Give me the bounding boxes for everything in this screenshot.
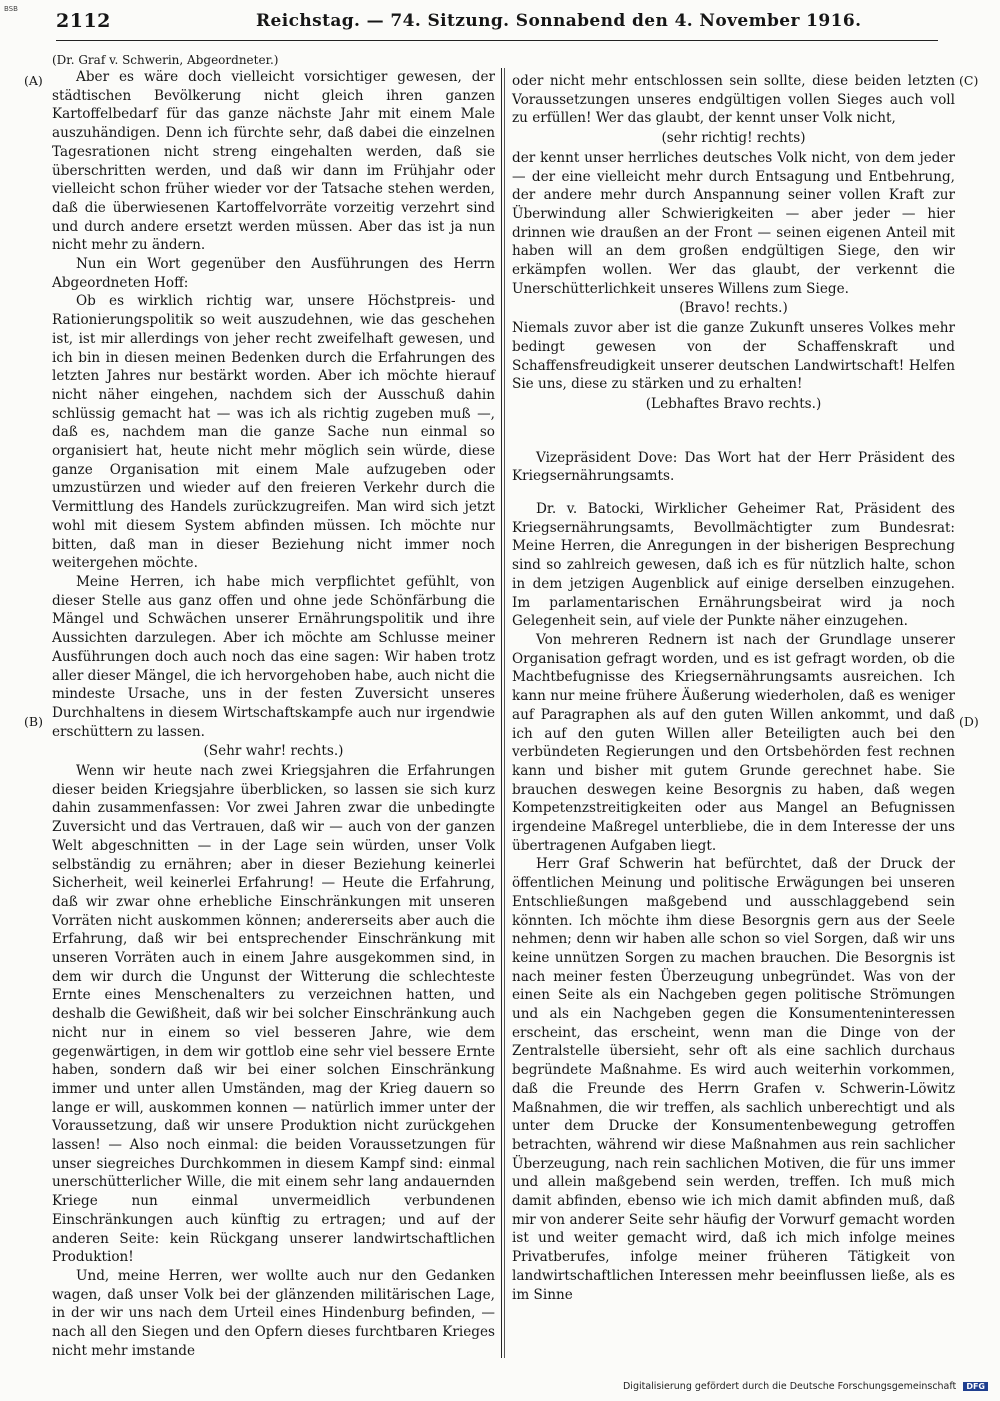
footer-text: Digitalisierung gefördert durch die Deutsche Forschungsgemeinschaft: [622, 1381, 957, 1392]
speaker-paragraph: Vizepräsident Dove: Das Wort hat der Herr Präsident des Kriegsernährungsamts.: [512, 449, 955, 485]
page-header: [56, 10, 938, 38]
footer-credit: [623, 1381, 988, 1392]
page-number: 2112: [56, 10, 111, 32]
audience-reaction: (sehr richtig! rechts): [661, 130, 806, 147]
right-column: [512, 72, 955, 1304]
column-divider: [501, 68, 502, 1358]
paragraph: Und, meine Herren, wer wollte auch nur den Gedanken wagen, daß unser Volk bei der glänzenden militärischen Lage, in der wir uns nach dem Urteil eines Hindenburg befinden, — nach all den Siegen und den Opfern dieses furchtbaren Krieges nicht mehr imstande: [52, 1268, 495, 1359]
page-title: Reichstag. — 74. Sitzung. Sonnabend den 4. November 1916.: [256, 11, 862, 31]
audience-reaction: (Sehr wahr! rechts.): [203, 743, 344, 760]
column-divider-inner: [504, 68, 505, 1358]
header-rule: [56, 40, 938, 41]
paragraph: Herr Graf Schwerin hat befürchtet, daß der Druck der öffentlichen Meinung und politische Erwägungen bei unseren Entschließungen maßgebend und ausschlaggebend sein könnten. Ich möchte ihm diese Besorgnis gern aus der Seele nehmen; denn wir haben alle schon so viel Sorgen, daß wir uns keine unnützen Sorgen zu machen brauchen. Die Besorgnis ist nach meiner festen Überzeugung unbegründet. Was von der einen Seite als ein Nachgeben gegen politische Strömungen und als ein Nachgeben gegen die Konsumenteninteressen erscheint, das erscheint, wenn man die Dinge von der Zentralstelle übersieht, sehr oft als eine sachlich durchaus begründete Maßnahme. Es wird auch weiterhin vorkommen, daß die Freunde des Herrn Grafen v. Schwerin-Löwitz Maßnahmen, die wir treffen, als sachlich unberechtigt und als unter dem Drucke der Konsumentenbewegung getroffen betrachten, während wir diese Maßnahmen aus rein sachlicher Überzeugung, nach rein sachlichen Motiven, die für uns immer und allein maßgebend sein werden, treffen. Ich muß mich damit abfinden, ebenso wie ich mich damit abfinden muß, daß mir von anderer Seite sehr häufig der Vorwurf gemacht worden ist und weiter gemacht wird, daß ich mich infolge meines Privatberufes, infolge meiner früheren Tätigkeit von landwirtschaftlichen Interessen mehr beeinflussen ließe, als es im Sinne: [512, 856, 955, 1303]
margin-mark-c: (C): [959, 73, 979, 88]
audience-reaction: (Bravo! rechts.): [679, 300, 788, 317]
paragraph: Von mehreren Rednern ist nach der Grundlage unserer Organisation gefragt worden, und es ist gefragt worden, ob die Machtbefugnisse des Kriegsernährungsamts ausreichen. Ich kann nur meine frühere Äußerung wiederholen, daß es weniger auf Paragraphen als auf den guten Willen ankommt, und daß ich auf den guten Willen aller Beteiligten auch bei den verbündeten Regierungen und den Ortsbehörden fest rechnen kann und bisher mit gutem Grunde gerechnet habe. Sie brauchen deswegen keine Besorgnis zu haben, daß wegen Kompetenzstreitigkeiten oder aus Mangel an Befugnissen irgendeine Maßregel unterbliebe, die in dem Interesse der uns übertragenen Aufgaben liegt.: [512, 631, 955, 854]
paragraph: der kennt unser herrliches deutsches Volk nicht, von dem jeder — der eine vielleicht mehr durch Entsagung und Entbehrung, der andere mehr durch Anspannung seiner vollen Kraft zur Überwindung aller Schwierigkeiten — aber jeder — hier drinnen wie draußen an der Front — seinen eigenen Anteil mit haben will an dem großen endgültigen Siege, den wir erkämpfen wollen. Wer das glaubt, der verkennt die Unerschütterlichkeit unseres Willens zum Siege.: [512, 149, 955, 297]
section-gap: [512, 415, 955, 449]
paragraph: Niemals zuvor aber ist die ganze Zukunft unseres Volkes mehr bedingt gewesen von der Schaffenskraft und Schaffensfreudigkeit unserer deutschen Landwirtschaft! Helfen Sie uns, diese zu stärken und zu erhalten!: [512, 320, 955, 393]
paragraph: Ob es wirklich richtig war, unsere Höchstpreis- und Rationierungspolitik so weit auszudehnen, wie das geschehen ist, ist mir allerdings von jeher recht zweifelhaft gewesen, und ich bin in diesen meinen Bedenken durch die Erfahrungen des letzten Jahres nur bestärkt worden. Aber ich möchte hierauf nicht näher eingehen, nachdem sich der Ausschuß dahin schlüssig gemacht hat — was ich als richtig zugeben muß —, daß es, nachdem man die ganze Sache nun einmal so organisiert hat, heute nicht mehr möglich sein würde, diese ganze Organisation mit einem Male aufzugeben oder umzustürzen und wieder auf den freieren Verkehr durch die Vermittlung des Handels zurückzugreifen. Man wird sich jetzt wohl mit diesem System abfinden müssen. Ich möchte nur bitten, daß man in dieser Beziehung nicht immer noch weitergehen möchte.: [52, 293, 495, 572]
paragraph: Meine Herren, ich habe mich verpflichtet gefühlt, von dieser Stelle aus ganz offen und ohne jede Schönfärbung die Mängel und Schwächen unserer Ernährungspolitik und ihre Aussichten darzulegen. Aber ich möchte am Schlusse meiner Ausführungen doch auch noch das eine sagen: Wir haben trotz aller dieser Mängel, die ich hervorgehoben habe, auch nicht die mindeste Ursache, uns in der festen Zuversicht unseres Durchhaltens in diesem Wirtschaftskampfe auch nur irgendwie erschüttern zu lassen.: [52, 573, 495, 740]
left-column: [52, 52, 495, 1361]
margin-mark-d: (D): [959, 714, 979, 729]
paragraph: Aber es wäre doch vielleicht vorsichtiger gewesen, der städtischen Bevölkerung nicht gleich ihren ganzen Kartoffelbedarf für das ganze nächste Jahr mit einem Male auszuhändigen. Denn ich fürchte sehr, daß dabei die einzelnen Tagesrationen nicht streng eingehalten werden, daß sie überschritten werden, und daß wir dann im Frühjahr oder vielleicht schon früher wieder vor der Tatsache stehen werden, daß die überwiesenen Kartoffelvorräte vorzeitig verzehrt sind und durch andere ersetzt werden müssen. Aber das ist ja nun nicht mehr zu ändern.: [52, 69, 495, 254]
paragraph: Nun ein Wort gegenüber den Ausführungen des Herrn Abgeordneten Hoff:: [52, 256, 495, 291]
paragraph: oder nicht mehr entschlossen sein sollte, diese beiden letzten Voraussetzungen unseres endgültigen vollen Sieges auch voll zu erfüllen! Wer das glaubt, der kennt unser Volk nicht,: [512, 73, 955, 127]
audience-reaction: (Lebhaftes Bravo rechts.): [645, 395, 822, 412]
margin-mark-b: (B): [24, 714, 43, 729]
margin-mark-a: (A): [24, 73, 43, 88]
section-gap: [512, 486, 955, 500]
paragraph: Wenn wir heute nach zwei Kriegsjahren die Erfahrungen dieser beiden Kriegsjahre überblicken, so lassen sie sich kurz dahin zusammenfassen: Vor zwei Jahren zwar die unbedingte Zuversicht und das Vertrauen, daß wir — auch von der ganzen Welt abgeschnitten — in der Lage sein würden, unser Volk selbständig zu ernähren; aber in dieser Beziehung keinerlei Sicherheit, weil keinerlei Erfahrung! — Heute die Erfahrung, daß wir zwar ohne erhebliche Einschränkungen mit unseren Vorräten nicht auskommen können; andererseits aber auch die Erfahrung, daß wir bei entsprechender Einschränkung mit unseren Vorräten auch in einem Jahre ausgekommen sind, in dem wir durch die Ungunst der Witterung die schlechteste Ernte eines Menschenalters zu verzeichnen hatten, und deshalb die Gewißheit, daß wir bei solcher Einschränkung auch nicht nur in einem so viel besseren Jahre, wie dem gegenwärtigen, in dem wir gottlob eine sehr viel bessere Ernte haben, sondern daß wir bei einer solchen Einschränkung immer und unter allen Umständen, mag der Krieg dauern so lange er will, auskommen konnen — natürlich immer unter der Voraussetzung, daß wir unsere Produktion nicht zurückgehen lassen! — Also noch einmal: die beiden Voraussetzungen für unser siegreiches Durchkommen in diesem Kampf sind: einmal unerschütterlicher Wille, die mit einem sehr lang andauernden Kriege nun einmal unvermeidlich verbundenen Einschränkungen auch künftig zu ertragen; und auf der anderen Seite: kein Rückgang unserer landwirtschaftlichen Produktion!: [52, 763, 495, 1266]
speaker-paragraph: Dr. v. Batocki, Wirklicher Geheimer Rat, Präsident des Kriegsernährungsamts, Bevollmächtigter zum Bundesrat: Meine Herren, die Anregungen in der bisherigen Besprechung sind so zahlreich gewesen, daß ich es für nützlich halte, schon in dem jetzigen Augenblick auf einige derselben einzugehen. Im parlamentarischen Ernährungsbeirat wird ja noch Gelegenheit sein, auf viele der Punkte näher einzugehen.: [512, 501, 955, 630]
library-mark: BSB: [4, 5, 18, 13]
dfg-logo: DFG: [963, 1382, 988, 1391]
speaker-note: (Dr. Graf v. Schwerin, Abgeordneter.): [52, 53, 279, 67]
